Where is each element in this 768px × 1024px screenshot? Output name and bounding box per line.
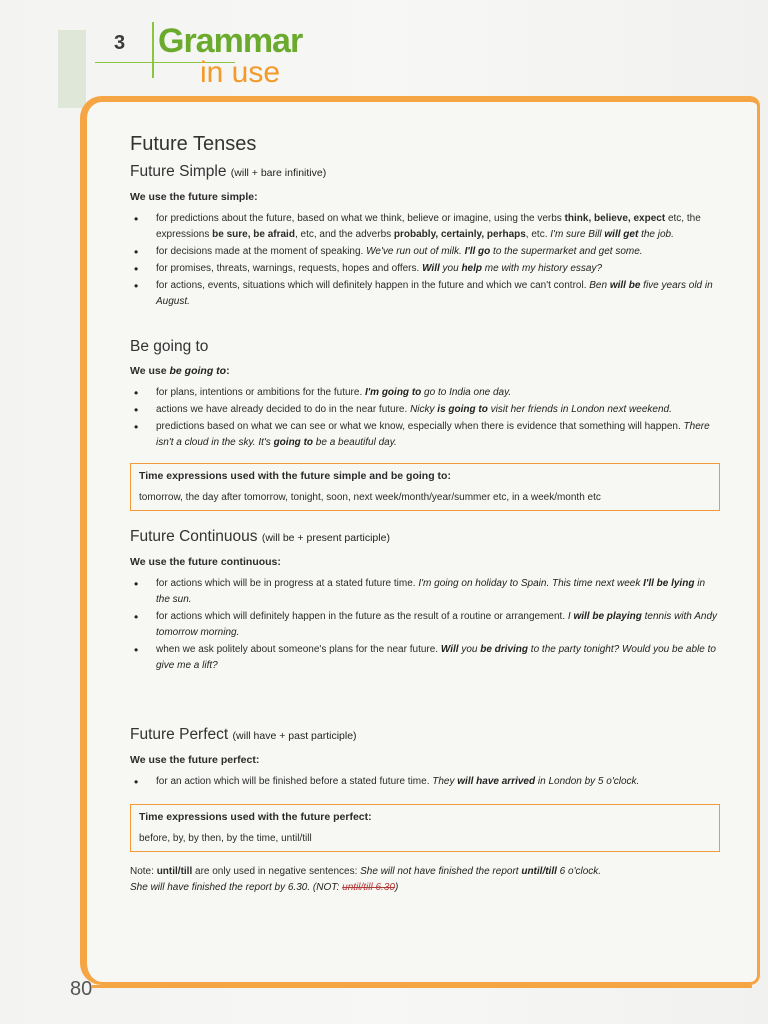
- list-item-text: for actions, events, situations which will definitely happen in the future and which we can't control.: [156, 280, 590, 291]
- list-item-text: tennis with Andy tomorrow morning.: [156, 611, 718, 638]
- list-item-text: I'm going to: [365, 387, 422, 398]
- header-title: Grammar: [158, 22, 303, 60]
- list-item-text: Ben: [589, 280, 610, 291]
- note-p1: Note:: [130, 866, 157, 877]
- time-expressions-box-1: [130, 463, 720, 511]
- future-simple-note: (will + bare infinitive): [230, 167, 327, 179]
- note-p2: until/till: [156, 866, 193, 877]
- list-item: [130, 609, 720, 641]
- list-item-text: There isn't a cloud in the sky. It's: [156, 421, 710, 448]
- list-item-text: Nicky: [410, 404, 438, 415]
- list-item-text: to the party tonight? Would you be able to give me a lift?: [156, 644, 716, 671]
- list-item-text: Will: [440, 644, 459, 655]
- list-item-text: for actions which will be in progress at a stated future time.: [156, 578, 419, 589]
- list-item-text: in the sun.: [156, 578, 705, 605]
- list-item-text: I'm sure Bill: [550, 229, 605, 240]
- list-item-text: be driving: [480, 644, 529, 655]
- box-2-title: Time expressions used with the future perfect:: [139, 811, 372, 823]
- page-tab: [58, 30, 86, 108]
- future-simple-list: [130, 211, 720, 310]
- list-item-text: We've run out of milk.: [366, 246, 465, 257]
- list-item-text: be sure, be afraid: [212, 229, 295, 240]
- list-item-text: for decisions made at the moment of speaking.: [156, 246, 367, 257]
- list-item-text: predictions based on what we can see or what we know, especially when there is evidence that something will happen.: [156, 421, 684, 432]
- note-p7: She will have finished the report by 6.30. (NOT:: [130, 882, 343, 893]
- list-item-text: you: [439, 263, 462, 274]
- list-item-text: will be playing: [573, 611, 642, 622]
- list-item: [130, 642, 720, 674]
- box-2-text: before, by, by then, by the time, until/till: [139, 833, 312, 844]
- future-simple-intro: We use the future simple:: [130, 191, 258, 203]
- box-1-title: Time expressions used with the future simple and be going to:: [139, 470, 451, 482]
- content: [130, 133, 720, 896]
- header-divider: [152, 22, 154, 78]
- be-going-to-intro-end: :: [226, 365, 230, 377]
- unit-number: 3: [114, 32, 126, 54]
- note-p4: She will not have finished the report: [360, 866, 522, 877]
- note-p3: are only used in negative sentences:: [192, 866, 361, 877]
- list-item: [130, 774, 720, 790]
- list-item: [130, 402, 720, 418]
- list-item-text: for actions which will definitely happen in the future as the result of a routine or arrangement.: [156, 611, 568, 622]
- list-item-text: go to India one day.: [421, 387, 512, 398]
- list-item: [130, 244, 720, 260]
- list-item: [130, 211, 720, 243]
- be-going-to-intro: [130, 363, 720, 379]
- be-going-to-heading: [130, 339, 720, 355]
- time-expressions-box-2: [130, 804, 720, 852]
- list-item: [130, 385, 720, 401]
- list-item-text: , etc.: [525, 229, 551, 240]
- list-item: [130, 419, 720, 451]
- list-item-text: etc, the expressions: [156, 213, 701, 240]
- list-item: [130, 278, 720, 310]
- future-simple-title: Future Simple: [130, 163, 227, 180]
- list-item-text: for promises, threats, warnings, requests, hopes and offers.: [156, 263, 423, 274]
- list-item-text: five years old in August.: [156, 280, 713, 307]
- list-item: [130, 576, 720, 608]
- note-p5: until/till: [521, 866, 557, 877]
- list-item-text: , etc, and the adverbs: [294, 229, 394, 240]
- list-item-text: for predictions about the future, based on what we think, believe or imagine, using the verbs: [156, 213, 565, 224]
- note-p9: ): [394, 882, 399, 893]
- list-item-text: will have arrived: [457, 776, 536, 787]
- future-continuous-heading: [130, 529, 720, 546]
- be-going-to-intro-plain: We use: [130, 365, 170, 377]
- box-1-text: tomorrow, the day after tomorrow, tonight, soon, next week/month/year/summer etc, in a week/month etc: [139, 492, 601, 503]
- list-item-text: visit her friends in London next weekend.: [487, 404, 672, 415]
- list-item-text: help: [461, 263, 482, 274]
- note-p8: until/till 6.30: [342, 882, 395, 893]
- header-subtitle: in use: [200, 56, 281, 89]
- future-continuous-note: (will be + present participle): [261, 532, 390, 544]
- list-item-text: you: [458, 644, 481, 655]
- future-simple-heading: [130, 164, 720, 181]
- list-item-text: actions we have already decided to do in the near future.: [156, 404, 411, 415]
- note: [130, 864, 720, 896]
- list-item-text: will be: [609, 280, 641, 291]
- be-going-to-title: Be going to: [130, 338, 209, 355]
- list-item-text: They: [432, 776, 458, 787]
- list-item: [130, 261, 720, 277]
- list-item-text: think, believe, expect: [564, 213, 666, 224]
- future-continuous-intro: We use the future continuous:: [130, 556, 281, 568]
- page-number: 80: [70, 978, 93, 1000]
- list-item-text: going to: [273, 437, 314, 448]
- list-item-text: when we ask politely about someone's plans for the near future.: [156, 644, 441, 655]
- be-going-to-list: [130, 385, 720, 451]
- note-p6: 6 o'clock.: [556, 866, 602, 877]
- list-item-text: probably, certainly, perhaps: [393, 229, 526, 240]
- list-item-text: will get: [604, 229, 639, 240]
- footer-rule: [92, 985, 752, 988]
- list-item-text: I: [567, 611, 574, 622]
- list-item-text: in London by 5 o'clock.: [535, 776, 640, 787]
- future-perfect-heading: [130, 727, 720, 744]
- list-item-text: the job.: [638, 229, 674, 240]
- future-continuous-list: [130, 576, 720, 674]
- page-title: Future Tenses: [130, 133, 257, 155]
- list-item-text: me with my history essay?: [482, 263, 603, 274]
- list-item-text: I'm going on holiday to Spain. This time next week: [418, 578, 644, 589]
- list-item-text: to the supermarket and get some.: [490, 246, 643, 257]
- list-item-text: Will: [422, 263, 440, 274]
- list-item-text: for plans, intentions or ambitions for the future.: [156, 387, 365, 398]
- list-item-text: I'll go: [464, 246, 491, 257]
- future-perfect-note: (will have + past participle): [232, 730, 357, 742]
- list-item-text: for an action which will be finished before a stated future time.: [156, 776, 433, 787]
- future-perfect-intro: We use the future perfect:: [130, 754, 260, 766]
- be-going-to-intro-em: be going to: [169, 365, 227, 377]
- list-item-text: is going to: [437, 404, 488, 415]
- list-item-text: be a beautiful day.: [313, 437, 397, 448]
- list-item-text: I'll be lying: [643, 578, 695, 589]
- future-continuous-title: Future Continuous: [130, 528, 258, 545]
- future-perfect-list: [130, 774, 720, 790]
- future-perfect-title: Future Perfect: [130, 726, 229, 743]
